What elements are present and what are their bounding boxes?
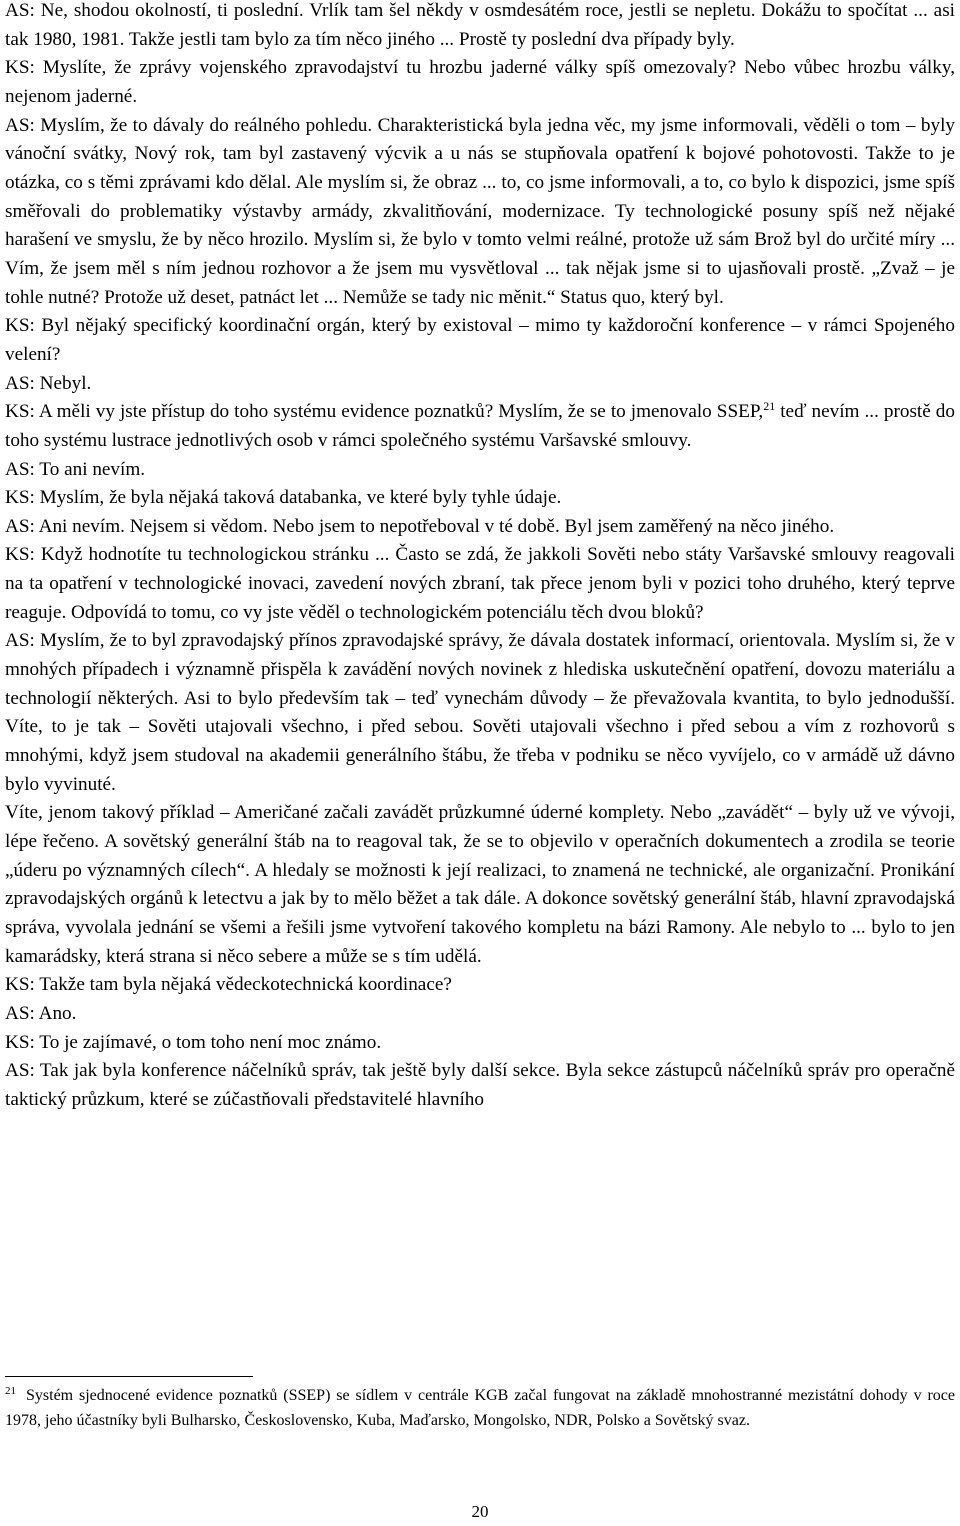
paragraph: KS: Když hodnotíte tu technologickou stránku ... Často se zdá, že jakkoli Sověti nebo státy Varšavské smlouvy reagovali na ta opatření v technologické inovaci, zavedení nových zbraní, tak přece jenom byli v pozici toho druhého, který teprve reaguje. Odpovídá to tomu, co vy jste věděl o technologickém potenciálu těch dvou bloků? [5, 544, 955, 623]
footnote [5, 1384, 955, 1433]
paragraph: AS: Myslím, že to byl zpravodajský přínos zpravodajské správy, že dávala dostatek informací, orientovala. Myslím si, že v mnohých případech i významně přispěla k zavádění nových novinek z hlediska uskutečnění opatření, dovozu materiálu a technologií některých. Asi to bylo především tak – teď vynechám důvody – že převažovala kvantita, to bylo jednodušší. Víte, to je tak – Sověti utajovali všechno, i před sebou. Sověti utajovali všechno i před sebou a vím z rozhovorů s mnohými, když jsem studoval na akademii generálního štábu, že třeba v podniku se něco vyvíjelo, co v armádě už dávno bylo vyvinuté. [5, 630, 955, 795]
paragraph: KS: To je zajímavé, o tom toho není moc známo. [5, 1031, 382, 1053]
paragraph: KS: Byl nějaký specifický koordinační orgán, který by existoval – mimo ty každoroční konference – v rámci Spojeného velení? [5, 315, 955, 365]
footnote-reference[interactable]: 21 [763, 399, 776, 414]
paragraph: AS: Myslím, že to dávaly do reálného pohledu. Charakteristická byla jedna věc, my jsme informovali, věděli o tom – byly vánoční svátky, Nový rok, tam byl zastavený výcvik a u nás se stupňovala opatření k bojové pohotovosti. Takže to je otázka, co s těmi zprávami kdo dělal. Ale myslím si, že obraz ... to, co jsme informovali, a to, co bylo k dispozici, jsme spíš směřovali do problematiky výstavby armády, zkvalitňování, modernizace. Ty technologické posuny spíš než nějaké harašení ve smyslu, že by něco hrozilo. Myslím si, že bylo v tomto velmi reálné, protože už sám Brož byl do určité míry ... Vím, že jsem měl s ním jednou rozhovor a že jsem mu vysvětloval ... tak nějak jsme si to ujasňovali prostě. „Zvaž – je tohle nutné? Protože už deset, patnáct let ... Nemůže se tady nic měnit.“ Status quo, který byl. [5, 114, 955, 308]
footnote-number: 21 [5, 1385, 16, 1397]
paragraph: AS: To ani nevím. [5, 458, 146, 480]
paragraph: AS: Ne, shodou okolností, ti poslední. Vrlík tam šel někdy v osmdesátém roce, jestli se nepletu. Dokážu to spočítat ... asi tak 1980, 1981. Takže jestli tam bylo za tím něco jiného ... Prostě ty poslední dva případy byly. [5, 0, 955, 50]
paragraph: KS: Takže tam byla nějaká vědeckotechnická koordinace? [5, 974, 452, 996]
paragraph: KS: A měli vy jste přístup do toho systému evidence poznatků? Myslím, že se to jmenovalo SSEP,$^{21}$ teď nevím ... prostě do toho systému lustrace jednotlivých osob v rámci společného systému Varšavské smlouvy. [5, 399, 955, 451]
paragraph: AS: Tak jak byla konference náčelníků správ, tak ještě byly další sekce. Byla sekce zástupců náčelníků správ pro operačně taktický průzkum, které se zúčastňovali představitelé hlavního [5, 1060, 955, 1110]
page-number: 20 [471, 1502, 489, 1521]
document-page [5, 0, 955, 1521]
paragraph: AS: Nebyl. [5, 372, 92, 394]
paragraph: AS: Ano. [5, 1002, 77, 1024]
footnote-separator [5, 1376, 253, 1377]
paragraph: Víte, jenom takový příklad – Američané začali zavádět průzkumné úderné komplety. Nebo „zavádět“ – byly už ve vývoji, lépe řečeno. A sovětský generální štáb na to reagoval tak, že se to objevilo v operačních dokumentech a zrodila se teorie „úderu po významných cílech“. A hledaly se možnosti k její realizaci, to znamená ne technické, ale organizační. Pronikání zpravodajských orgánů k letectvu a jak by to mělo běžet a tak dále. A dokonce sovětský generální štáb, hlavní zpravodajská správa, vyvolala jednání se všemi a řešili jsme vytvoření takového kompletu na bázi Ramony. Ale nebylo to ... bylo to jen kamarádsky, která strana si něco sebere a může se s tím udělá. [5, 802, 955, 967]
paragraph: KS: Myslíte, že zprávy vojenského zpravodajství tu hrozbu jaderné války spíš omezovaly? Nebo vůbec hrozbu války, nejenom jaderné. [5, 57, 955, 107]
footnote-text: Systém sjednocené evidence poznatků (SSEP) se sídlem v centrále KGB začal fungovat na základě mnohostranné mezistátní dohody v roce 1978, jeho účastníky byli Bulharsko, Československo, Kuba, Maďarsko, Mongolsko, NDR, Polsko a Sovětský svaz. [5, 1387, 955, 1429]
paragraph: KS: Myslím, že byla nějaká taková databanka, ve které byly tyhle údaje. [5, 487, 562, 509]
paragraph: AS: Ani nevím. Nejsem si vědom. Nebo jsem to nepotřeboval v té době. Byl jsem zaměřený na něco jiného. [5, 515, 835, 537]
interview-transcript [5, 0, 955, 1115]
